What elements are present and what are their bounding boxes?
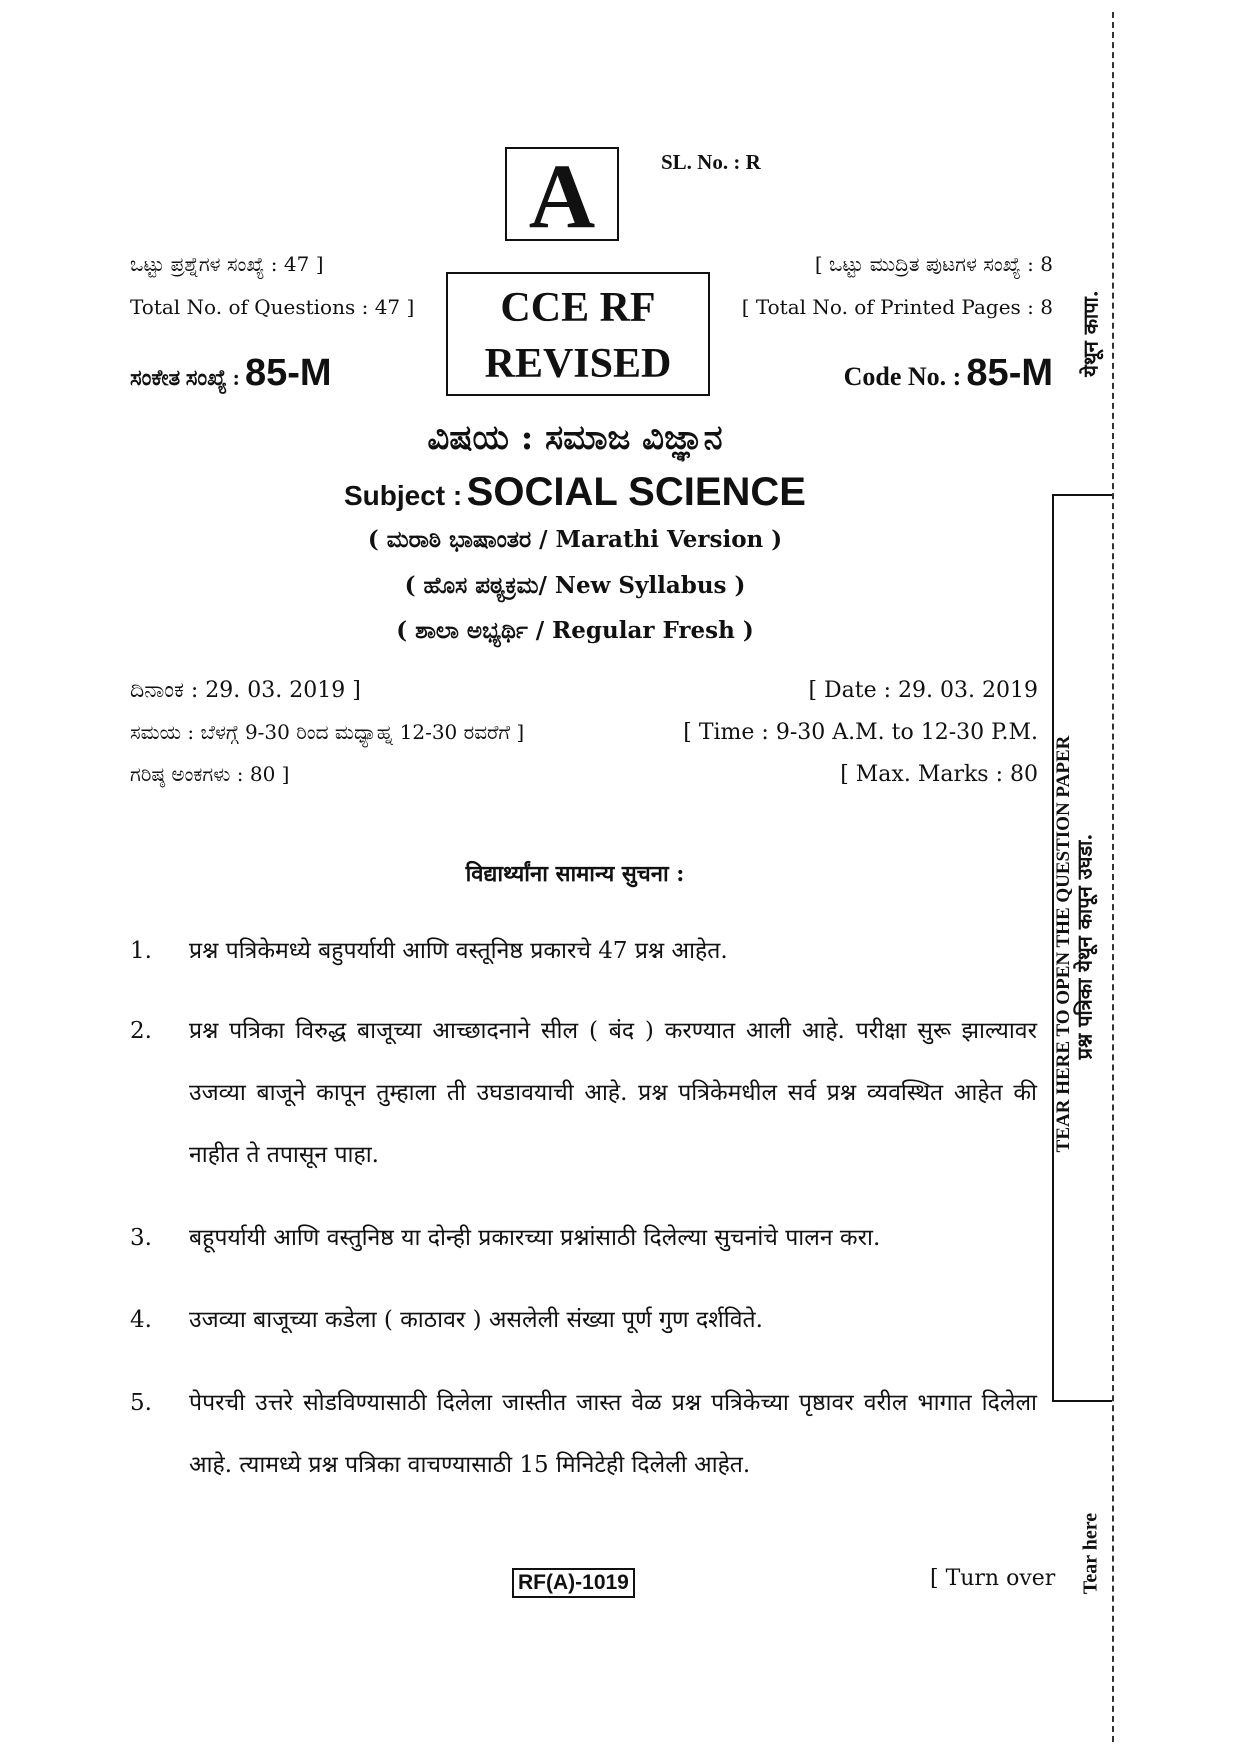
date-local: ದಿನಾಂಕ : 29. 03. 2019 ] [130,678,361,703]
code-number-en [844,352,1053,395]
instruction-number: 2. [130,1018,152,1044]
tear-here-label: Tear here [1079,1512,1102,1595]
cce-rf-revised-box [446,272,710,396]
instruction-text: प्रश्न पत्रिका विरुद्ध बाजूच्या आच्छादनाने सील ( बंद ) करण्यात आली आहे. परीक्षा सुरू झाल्यावर उजव्या बाजूने कापून तुम्हाला ती उघडावयाची आहे. प्रश्न पत्रिकेमधील सर्व प्रश्न व्यवस्थित आहेत की नाहीत ते तपासून पाहा. [189,1018,1037,1168]
instruction-number: 4. [130,1307,152,1333]
instruction-text: बहूपर्यायी आणि वस्तुनिष्ठ या दोन्ही प्रकारच्या प्रश्नांसाठी दिलेल्या सुचनांचे पालन करा. [189,1225,881,1251]
set-code-box: A [505,147,619,241]
instruction-text: प्रश्न पत्रिकेमध्ये बहुपर्यायी आणि वस्तूनिष्ठ प्रकारचे 47 प्रश्न आहेत. [189,938,728,964]
date-en: [ Date : 29. 03. 2019 [808,678,1038,703]
turn-over-label: [ Turn over [930,1566,1056,1591]
printed-pages-local: [ ಒಟ್ಟು ಮುದ್ರಿತ ಪುಟಗಳ ಸಂಖ್ಯೆ : 8 [814,252,1053,276]
serial-number: SL. No. : R [661,150,761,174]
cce-line-1: CCE RF [500,285,656,331]
subject-label: Subject : [343,480,463,511]
instruction-text: पेपरची उत्तरे सोडविण्यासाठी दिलेला जास्तीत जास्त वेळ प्रश्न पत्रिकेच्या पृष्ठावर वरील भागात दिलेला आहे. त्यामध्ये प्रश्न पत्रिका वाचण्यासाठी 15 मिनिटेही दिलेली आहेत. [189,1390,1037,1478]
code-label-local: ಸಂಕೇತ ಸಂಖ್ಯೆ : [130,365,240,390]
time-local: ಸಮಯ : ಬೆಳಗ್ಗೆ 9-30 ರಿಂದ ಮಧ್ಯಾಹ್ನ 12-30 ರವರೆಗೆ ] [130,720,525,744]
tear-instruction-en: TEAR HERE TO OPEN THE QUESTION PAPER [1053,735,1074,1153]
tear-dashed-line [1112,12,1114,1742]
instruction-number: 1. [130,938,152,964]
code-number-local [130,352,332,395]
cut-here-local: येथून कापा. [1078,290,1103,377]
candidate-line: ( ಶಾಲಾ ಅಭ್ಯರ್ಥಿ / Regular Fresh ) [396,617,754,644]
subject-title [0,470,1150,515]
instruction-number: 3. [130,1225,152,1251]
subject-local: ವಿಷಯ : ಸಮಾಜ ವಿಜ್ಞಾನ [427,418,723,458]
code-value-en: 85-M [966,352,1053,394]
paper-code-footer: RF(A)-1019 [512,1568,635,1598]
syllabus-line: ( ಹೊಸ ಪಠ್ಯಕ್ರಮ/ New Syllabus ) [404,572,746,599]
instruction-text: उजव्या बाजूच्या कडेला ( काठावर ) असलेली संख्या पूर्ण गुण दर्शविते. [189,1307,763,1333]
code-label-en: Code No. : [843,362,962,391]
marks-en: [ Max. Marks : 80 [840,762,1038,787]
marks-local: ಗರಿಷ್ಠ ಅಂಕಗಳು : 80 ] [130,762,290,786]
time-en: [ Time : 9-30 A.M. to 12-30 P.M. [683,720,1038,745]
version-line: ( ಮರಾಠಿ ಭಾಷಾಂತರ / Marathi Version ) [367,526,783,553]
printed-pages-en: [ Total No. of Printed Pages : 8 [741,295,1053,319]
instructions-title: विद्यार्थ्यांना सामान्य सुचना : [465,861,685,887]
total-questions-local: ಒಟ್ಟು ಪ್ರಶ್ನೆಗಳ ಸಂಖ್ಯೆ : 47 ] [130,252,324,276]
subject-name: SOCIAL SCIENCE [466,470,806,514]
tear-instruction-local: प्रश्न पत्रिका येथून कापून उघडा. [1072,833,1097,1060]
instruction-number: 5. [130,1390,152,1416]
total-questions-en: Total No. of Questions : 47 ] [130,295,415,319]
code-value-local: 85-M [244,352,332,394]
cce-line-2: REVISED [484,341,672,387]
